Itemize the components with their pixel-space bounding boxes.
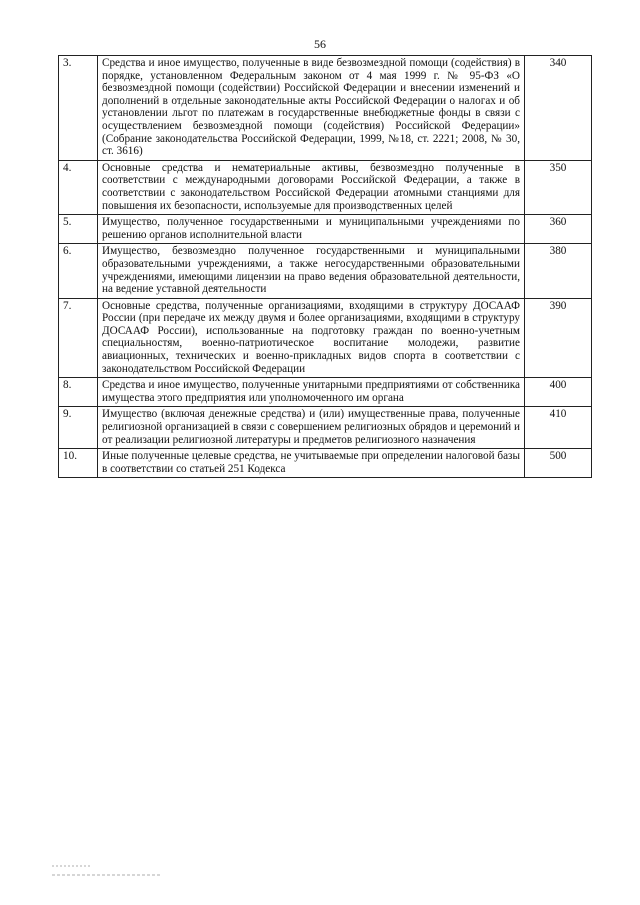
row-number: 9. [59, 407, 98, 449]
table-row [59, 449, 592, 478]
table-row [59, 298, 592, 378]
row-description: Имущество (включая денежные средства) и (или) имущественные права, полученные религиозной организацией в связи с совершением религиозных обрядов и церемоний и от реализации религиозной литературы и предметов религиозного назначения [98, 407, 525, 449]
row-number: 5. [59, 215, 98, 244]
income-codes-table [58, 55, 592, 478]
row-description: Основные средства, полученные организациями, входящими в структуру ДОСААФ России (при передаче их между двумя и более организациями, входящими в структуру ДОСААФ России), использованные на подготовку граждан по военно-учетным специальностям, военно-патриотическое воспитание молодежи, развитие авиационных, технических и военно-прикладных видов спорта в соответствии с законодательством Российской Федерации [98, 298, 525, 378]
row-description: Иные полученные целевые средства, не учитываемые при определении налоговой базы в соответствии со статьей 251 Кодекса [98, 449, 525, 478]
row-code: 350 [525, 160, 592, 214]
row-number: 6. [59, 244, 98, 298]
row-description: Средства и иное имущество, полученные унитарными предприятиями от собственника имущества этого предприятия или уполномоченного им органа [98, 378, 525, 407]
row-number: 4. [59, 160, 98, 214]
table-row [59, 378, 592, 407]
row-number: 8. [59, 378, 98, 407]
row-description: Средства и иное имущество, полученные в виде безвозмездной помощи (содействия) в порядке, установленном Федеральным законом от 4 мая 1999 г. № 95-ФЗ «О безвозмездной помощи (содействии) Российской Федерации и внесении изменений и дополнений в отдельные законодательные акты Российской Федерации о налогах и об установлении льгот по платежам в государственные внебюджетные фонды в связи с осуществлением безвозмездной помощи (содействия) Российской Федерации» (Собрание законодательства Российской Федерации, 1999, №18, ст. 2221; 2008, № 30, ст. 3616) [98, 56, 525, 161]
row-code: 360 [525, 215, 592, 244]
row-code: 400 [525, 378, 592, 407]
table-row [59, 215, 592, 244]
row-number: 3. [59, 56, 98, 161]
row-description: Имущество, безвозмездно полученное государственными и муниципальными образовательными учреждениями, а также негосударственными образовательными учреждениями, имеющими лицензии на право ведения образовательной деятельности, на ведение уставной деятельности [98, 244, 525, 298]
row-code: 340 [525, 56, 592, 161]
row-code: 390 [525, 298, 592, 378]
row-description: Имущество, полученное государственными и муниципальными учреждениями по решению органов исполнительной власти [98, 215, 525, 244]
table-row [59, 407, 592, 449]
table-row [59, 160, 592, 214]
page-number: 56 [314, 37, 326, 51]
table-row [59, 56, 592, 161]
table-row [59, 244, 592, 298]
faint-scan-stamp [52, 862, 162, 883]
row-code: 380 [525, 244, 592, 298]
row-number: 7. [59, 298, 98, 378]
row-code: 500 [525, 449, 592, 478]
row-description: Основные средства и нематериальные активы, безвозмездно полученные в соответствии с международными договорами Российской Федерации, а также в соответствии с законодательством Российской Федерации атомными станциями для повышения их безопасности, используемые для производственных целей [98, 160, 525, 214]
row-number: 10. [59, 449, 98, 478]
row-code: 410 [525, 407, 592, 449]
stamp-smudge-graphic [52, 862, 162, 880]
